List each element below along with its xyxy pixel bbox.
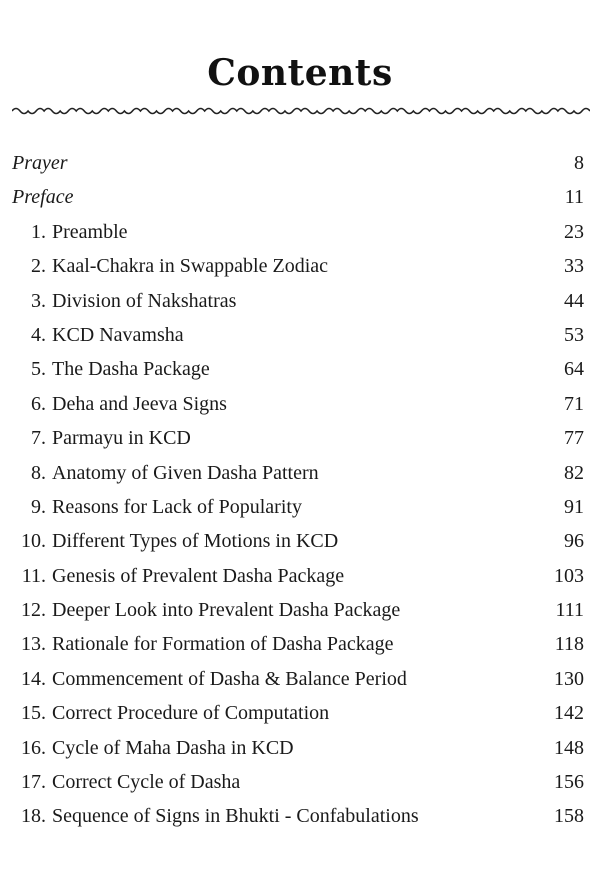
entry-title: Division of Nakshatras — [52, 289, 237, 312]
entry-title: Different Types of Motions in KCD — [52, 530, 339, 553]
entry-title: Correct Procedure of Computation — [52, 702, 330, 725]
page-number: 44 — [564, 289, 584, 312]
page-number: 33 — [564, 255, 584, 278]
entry-title: Parmayu in KCD — [52, 427, 191, 450]
entry-title: Preamble — [52, 220, 128, 243]
chapter-number: 10. — [21, 530, 46, 553]
chapter-number: 11. — [21, 564, 46, 587]
page-number: 82 — [564, 461, 584, 484]
chapter-number: 15. — [21, 702, 46, 725]
chapter-number: 5. — [31, 358, 46, 381]
toc-entry-chapter — [0, 490, 600, 524]
toc-entry-chapter — [0, 387, 600, 421]
toc-entry-prayer — [0, 146, 600, 180]
toc-entry-chapter — [0, 765, 600, 799]
entry-title: KCD Navamsha — [52, 323, 184, 346]
page-number: 148 — [554, 736, 584, 759]
toc-entry-chapter — [0, 524, 600, 558]
page-number: 158 — [554, 805, 584, 828]
entry-title: Commencement of Dasha & Balance Period — [52, 667, 407, 690]
page-number: 156 — [554, 771, 584, 794]
chapter-number: 1. — [31, 220, 46, 243]
page-number: 71 — [564, 392, 584, 415]
toc-entry-chapter — [0, 593, 600, 627]
entry-title: Cycle of Maha Dasha in KCD — [52, 736, 294, 759]
toc-entry-chapter — [0, 799, 600, 833]
page-number: 53 — [564, 323, 584, 346]
toc-entry-chapter — [0, 284, 600, 318]
chapter-number: 18. — [21, 805, 46, 828]
chapter-number: 4. — [31, 323, 46, 346]
toc-entry-chapter — [0, 421, 600, 455]
chapter-number: 6. — [31, 392, 46, 415]
entry-title: Prayer — [12, 152, 68, 174]
toc-entry-chapter — [0, 352, 600, 386]
page-number: 103 — [554, 564, 584, 587]
entry-title: Reasons for Lack of Popularity — [52, 495, 302, 518]
chapter-number: 3. — [31, 289, 46, 312]
entry-title: Rationale for Formation of Dasha Package — [52, 633, 394, 656]
toc-entry-chapter — [0, 318, 600, 352]
page-number: 8 — [574, 152, 584, 174]
toc-entry-preface — [0, 180, 600, 214]
chapter-number: 8. — [31, 461, 46, 484]
entry-title: Kaal-Chakra in Swappable Zodiac — [52, 255, 329, 278]
toc-entry-chapter — [0, 249, 600, 283]
page-number: 118 — [554, 633, 584, 656]
page-title: Contents — [207, 52, 393, 94]
chapter-number: 12. — [21, 599, 46, 622]
toc-entry-chapter — [0, 627, 600, 661]
toc-entry-chapter — [0, 731, 600, 765]
entry-title: Sequence of Signs in Bhukti - Confabulations — [52, 805, 419, 828]
entry-title: Deha and Jeeva Signs — [52, 392, 227, 415]
page-number: 11 — [564, 186, 584, 209]
page-number: 96 — [564, 530, 584, 553]
chapter-number: 7. — [31, 427, 46, 450]
toc-entry-chapter — [0, 456, 600, 490]
entry-title: The Dasha Package — [52, 358, 210, 381]
entry-title: Preface — [12, 186, 74, 209]
toc-entry-chapter — [0, 662, 600, 696]
wavy-divider — [12, 102, 590, 120]
page-number: 23 — [564, 220, 584, 243]
entry-title: Anatomy of Given Dasha Pattern — [52, 461, 319, 484]
page-number: 130 — [554, 667, 584, 690]
entry-title: Correct Cycle of Dasha — [52, 771, 241, 794]
toc-entry-chapter — [0, 696, 600, 730]
entry-title: Genesis of Prevalent Dasha Package — [52, 564, 345, 587]
chapter-number: 16. — [21, 736, 46, 759]
chapter-number: 13. — [21, 633, 46, 656]
toc-entry-chapter — [0, 215, 600, 249]
page-number: 111 — [555, 599, 584, 622]
toc-entry-chapter — [0, 559, 600, 593]
page-number: 64 — [564, 358, 584, 381]
chapter-number: 9. — [31, 495, 46, 518]
entry-title: Deeper Look into Prevalent Dasha Package — [52, 599, 401, 622]
chapter-number: 14. — [21, 667, 46, 690]
chapter-number: 17. — [21, 771, 46, 794]
chapter-number: 2. — [31, 255, 46, 278]
table-of-contents — [0, 146, 600, 834]
page-number: 91 — [564, 495, 584, 518]
page-number: 142 — [554, 702, 584, 725]
page-number: 77 — [564, 427, 584, 450]
